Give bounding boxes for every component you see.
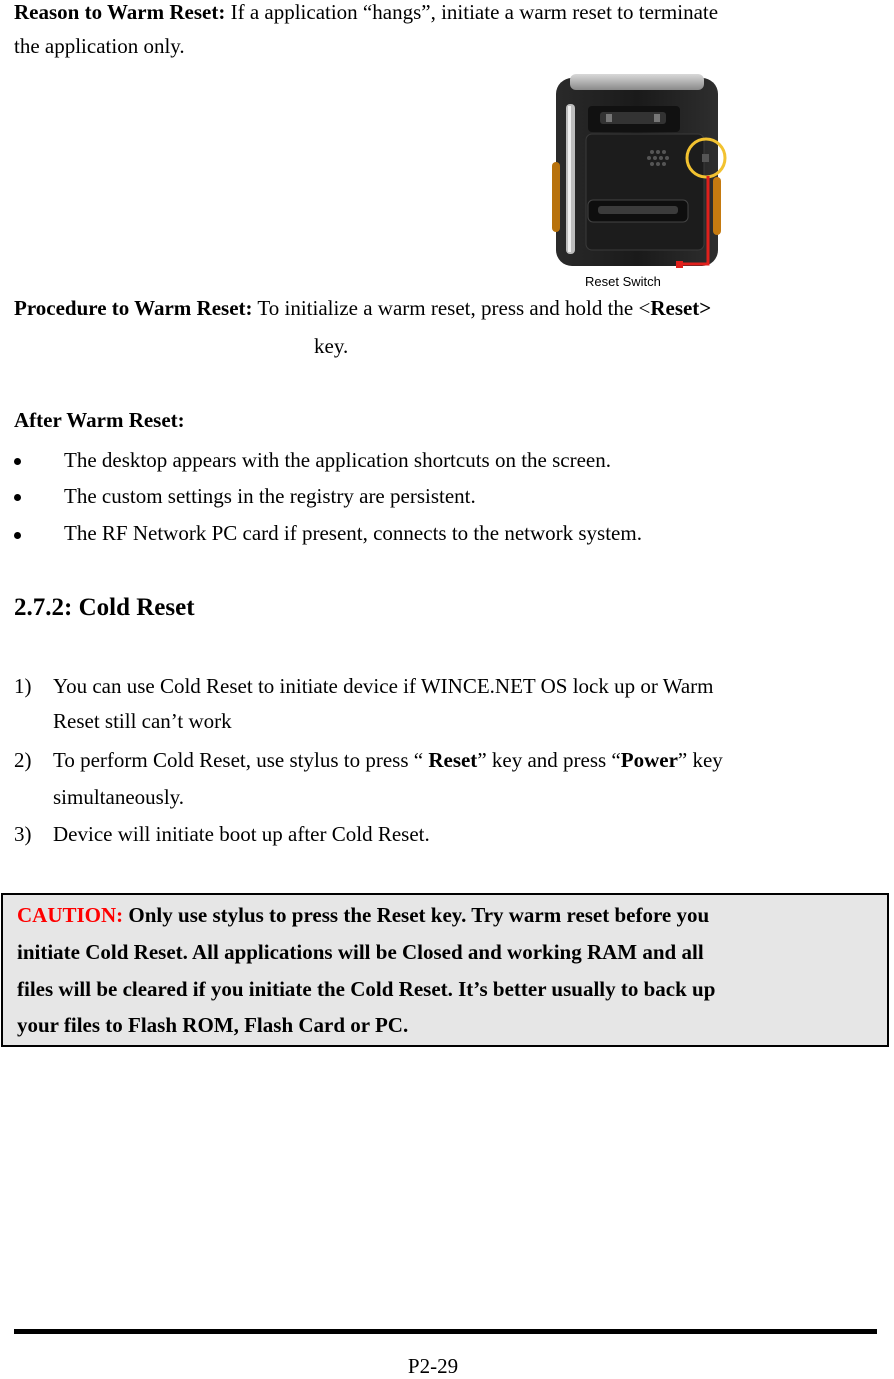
- device-back-reset-switch-image: [548, 72, 730, 290]
- page-number: P2-29: [407, 1354, 459, 1378]
- procedure-paragraph: [14, 296, 711, 321]
- step-text: simultaneously.: [53, 785, 185, 809]
- step-number: 1): [14, 674, 32, 698]
- caution-line: files will be cleared if you initiate the Cold Reset. It’s better usually to back up: [17, 977, 716, 1001]
- after-warm-reset-item: The desktop appears with the application shortcuts on the screen.: [64, 448, 612, 472]
- reason-text-line2: the application only.: [14, 34, 185, 58]
- caution-box: [1, 893, 889, 1047]
- reason-label: Reason to Warm Reset:: [14, 0, 226, 24]
- figure-caption: Reset Switch: [585, 274, 661, 289]
- procedure-label: Procedure to Warm Reset:: [14, 296, 253, 320]
- procedure-text: To initialize a warm reset, press and hold the <: [252, 296, 651, 320]
- caution-label: CAUTION:: [17, 903, 124, 927]
- procedure-text-line2: key.: [314, 334, 349, 358]
- step-number: 2): [14, 748, 32, 772]
- after-warm-reset-item: The RF Network PC card if present, connects to the network system.: [64, 521, 642, 545]
- step-text: Device will initiate boot up after Cold Reset.: [53, 822, 430, 846]
- caution-line: initiate Cold Reset. All applications will be Closed and working RAM and all: [17, 940, 704, 964]
- step-text: To perform Cold Reset, use stylus to press “ Reset” key and press “Power” key: [53, 748, 723, 772]
- reset-key-name: Reset>: [650, 296, 712, 320]
- step-text: You can use Cold Reset to initiate device if WINCE.NET OS lock up or Warm: [53, 674, 714, 698]
- step-text: Reset still can’t work: [53, 709, 232, 733]
- after-warm-reset-item: The custom settings in the registry are persistent.: [64, 484, 476, 508]
- after-warm-reset-heading: After Warm Reset:: [14, 408, 185, 432]
- reason-text-line1: If a application “hangs”, initiate a warm reset to terminate: [225, 0, 719, 24]
- reason-paragraph: [14, 0, 718, 25]
- caution-line: your files to Flash ROM, Flash Card or PC.: [17, 1013, 409, 1037]
- caution-line: CAUTION: Only use stylus to press the Reset key. Try warm reset before you: [17, 903, 710, 927]
- bullet-icon: [14, 494, 21, 501]
- step-number: 3): [14, 822, 32, 846]
- section-heading: 2.7.2: Cold Reset: [14, 594, 195, 621]
- footer-rule: [14, 1329, 877, 1334]
- bullet-icon: [14, 532, 21, 539]
- bullet-icon: [14, 458, 21, 465]
